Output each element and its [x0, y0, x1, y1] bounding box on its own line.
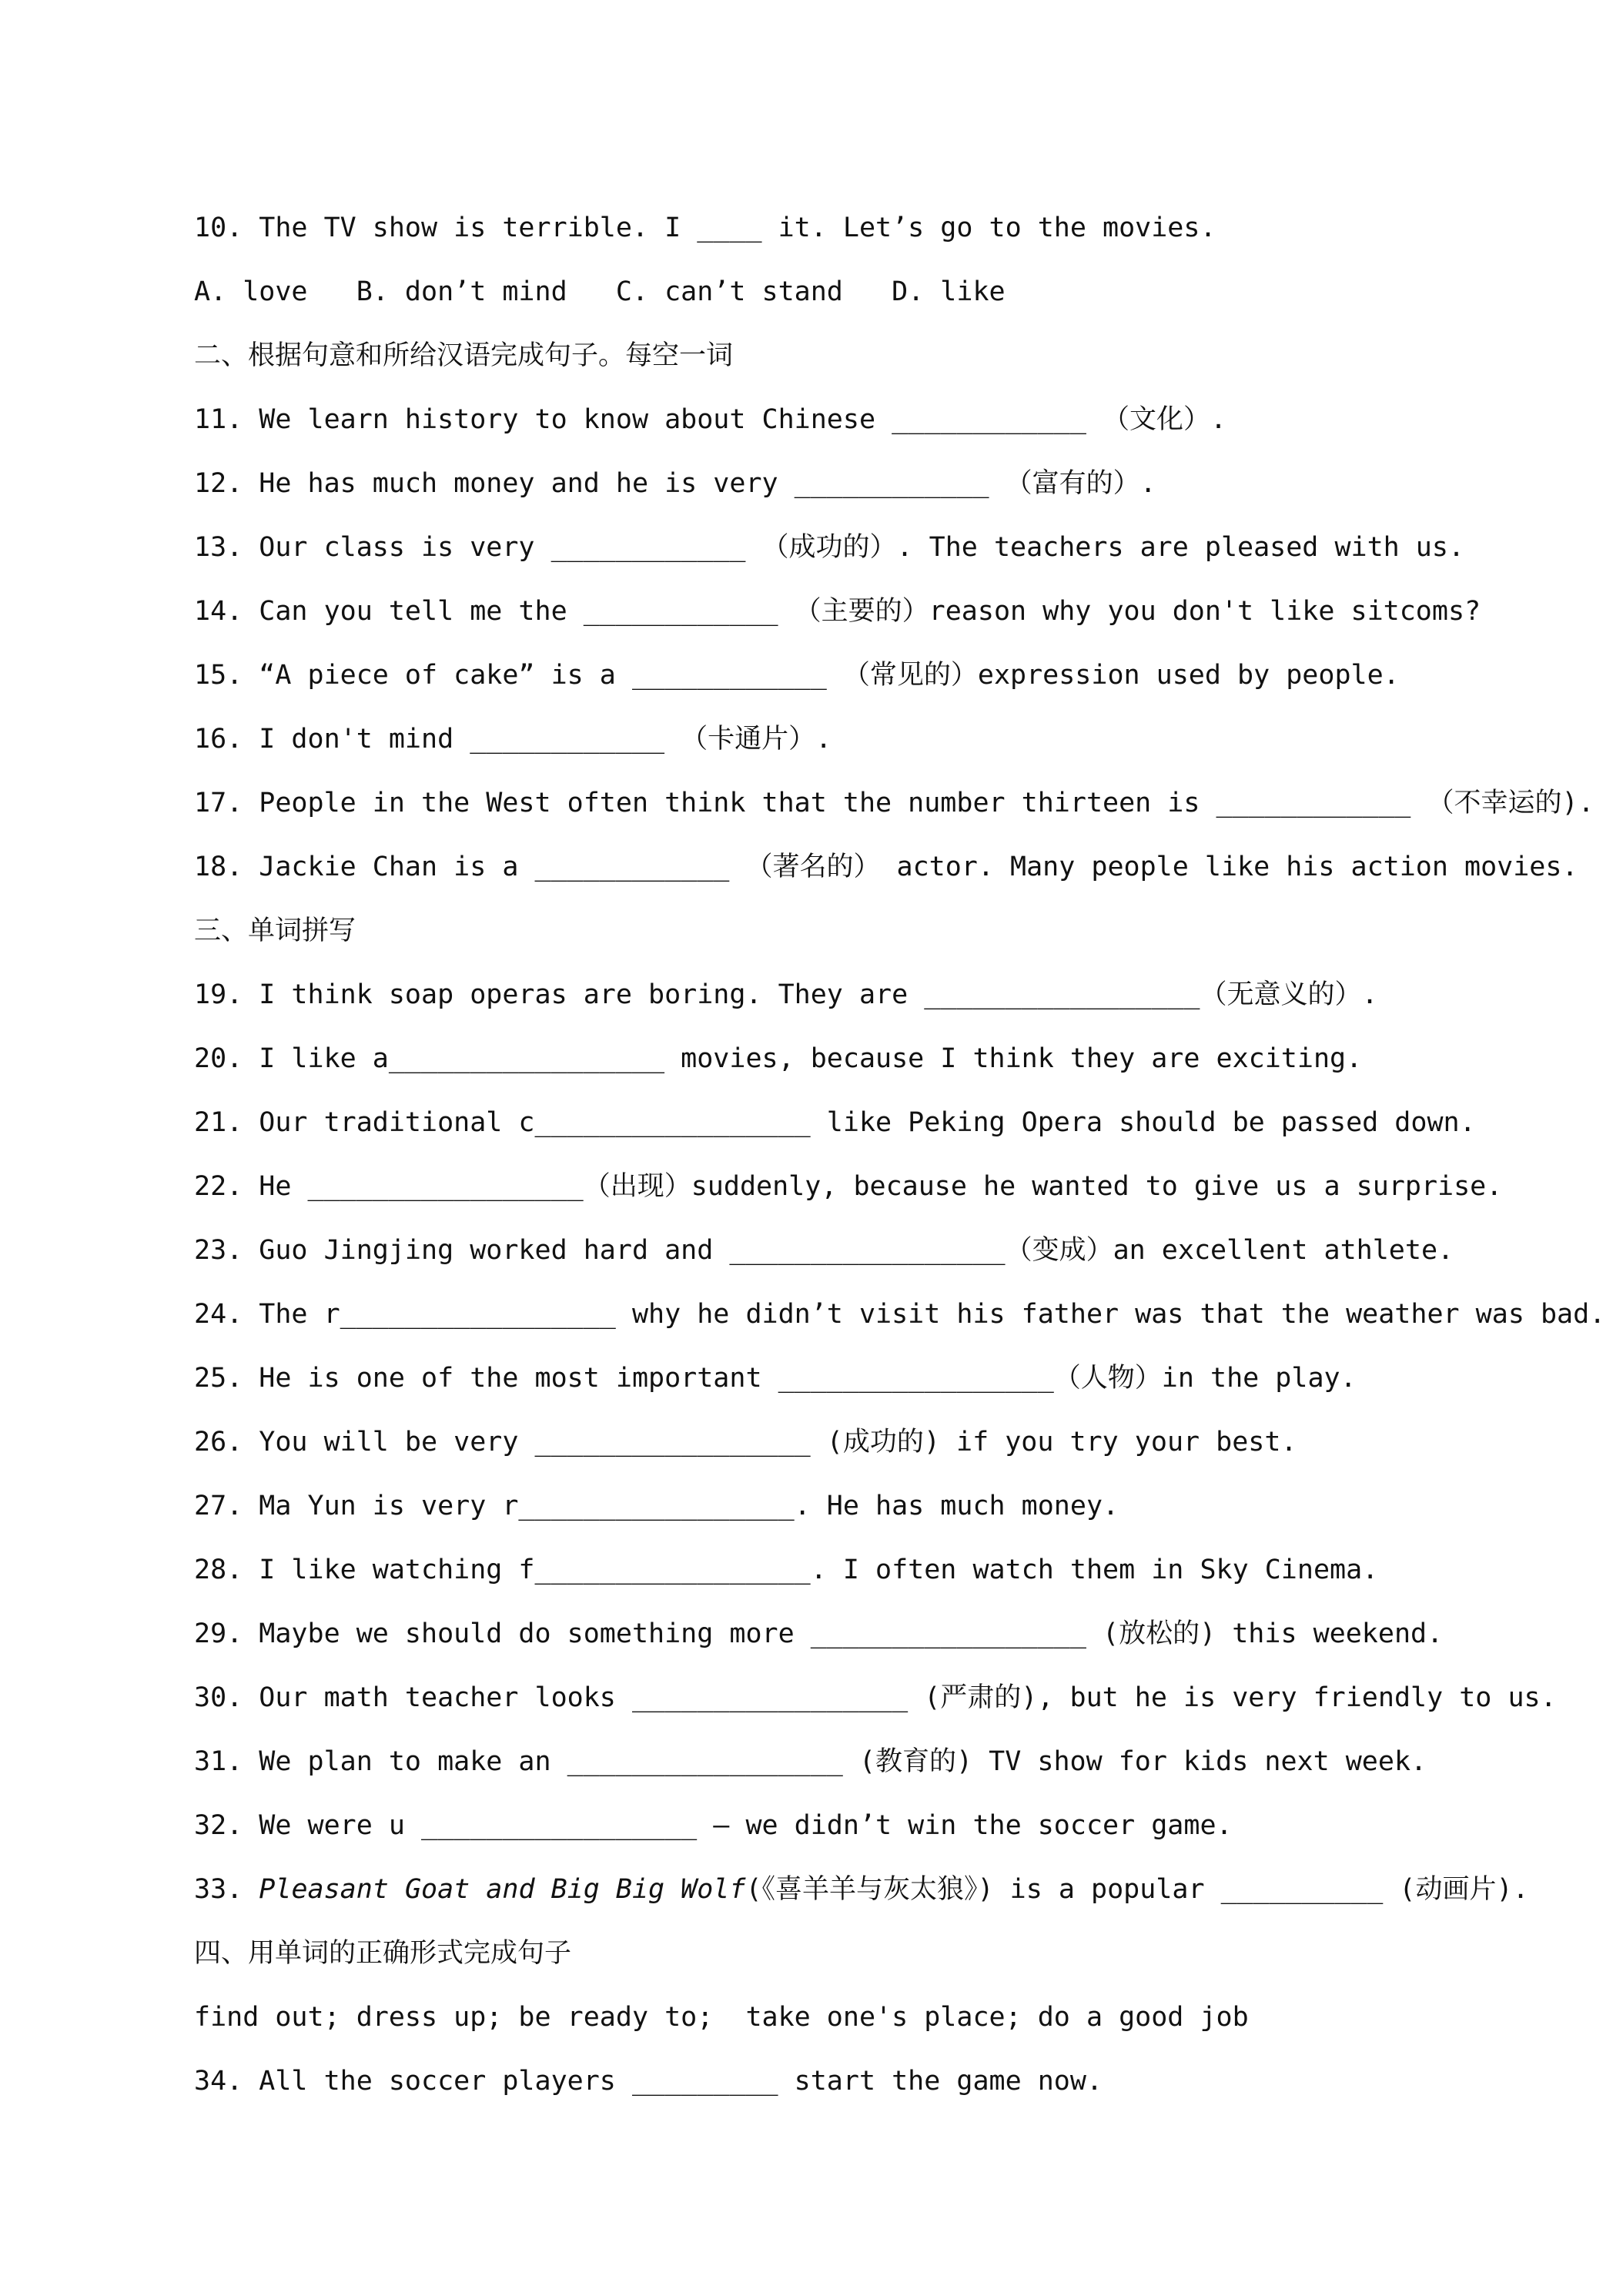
question-30: 30. Our math teacher looks _________________ (严肃的), but he is very friendly to us. [194, 1682, 1557, 1713]
question-23: 23. Guo Jingjing worked hard and _________________（变成）an excellent athlete. [194, 1235, 1454, 1266]
question-17: 17. People in the West often think that the number thirteen is ____________ （不幸运的). [194, 788, 1595, 818]
question-18: 18. Jackie Chan is a ____________ （著名的） actor. Many people like his action movies. [194, 852, 1578, 882]
question-10-options: A. love B. don’t mind C. can’t stand D. like [194, 276, 1006, 307]
question-25: 25. He is one of the most important _________________（人物）in the play. [194, 1363, 1357, 1394]
question-16: 16. I don't mind ____________ （卡通片）. [194, 724, 832, 755]
question-29: 29. Maybe we should do something more _________________ (放松的) this weekend. [194, 1618, 1444, 1649]
question-33-number: 33. [194, 1874, 259, 1905]
question-33-title: Pleasant Goat and Big Big Wolf [259, 1874, 746, 1905]
question-13: 13. Our class is very ____________ （成功的）. The teachers are pleased with us. [194, 532, 1465, 563]
question-32: 32. We were u _________________ — we didn’t win the soccer game. [194, 1810, 1233, 1841]
word-bank: find out; dress up; be ready to; take one's place; do a good job [194, 2002, 1249, 2033]
question-19: 19. I think soap operas are boring. They are _________________（无意义的）. [194, 979, 1378, 1010]
question-26: 26. You will be very _________________ (成功的) if you try your best. [194, 1427, 1297, 1458]
question-33 [194, 1873, 1529, 1906]
question-10: 10. The TV show is terrible. I ____ it. Let’s go to the movies. [194, 213, 1216, 243]
question-33-rest: (《喜羊羊与灰太狼》) is a popular __________ (动画片). [745, 1874, 1529, 1905]
section-3-heading: 三、单词拼写 [194, 915, 356, 946]
question-34: 34. All the soccer players _________ start the game now. [194, 2066, 1103, 2097]
question-15: 15. “A piece of cake” is a ____________ （常见的）expression used by people. [194, 660, 1400, 691]
question-11: 11. We learn history to know about Chinese ____________ （文化）. [194, 404, 1227, 435]
question-27: 27. Ma Yun is very r_________________. He has much money. [194, 1491, 1119, 1521]
question-24: 24. The r_________________ why he didn’t visit his father was that the weather was bad. [194, 1299, 1606, 1330]
question-31: 31. We plan to make an _________________ (教育的) TV show for kids next week. [194, 1746, 1427, 1777]
question-28: 28. I like watching f_________________. I often watch them in Sky Cinema. [194, 1555, 1379, 1585]
question-22: 22. He _________________（出现）suddenly, because he wanted to give us a surprise. [194, 1171, 1503, 1202]
question-20: 20. I like a_________________ movies, because I think they are exciting. [194, 1043, 1363, 1074]
question-12: 12. He has much money and he is very ____________ （富有的）. [194, 468, 1156, 499]
question-14: 14. Can you tell me the ____________ （主要的）reason why you don't like sitcoms? [194, 596, 1481, 627]
section-2-heading: 二、根据句意和所给汉语完成句子。每空一词 [194, 340, 734, 371]
question-21: 21. Our traditional c_________________ like Peking Opera should be passed down. [194, 1107, 1476, 1138]
section-4-heading: 四、用单词的正确形式完成句子 [194, 1938, 572, 1969]
